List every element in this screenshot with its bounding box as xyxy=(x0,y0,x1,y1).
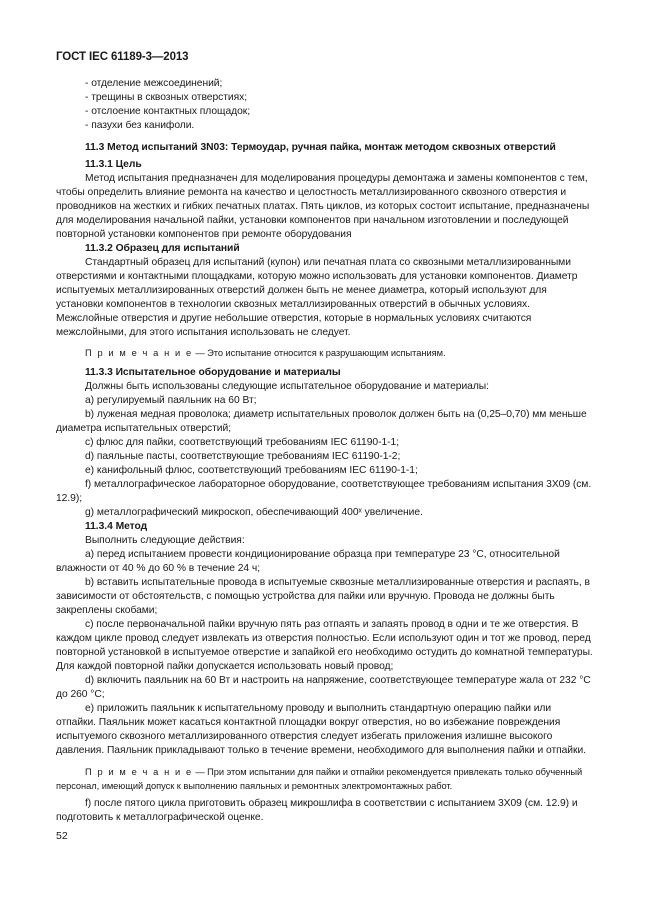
list-item: - трещины в сквозных отверстиях; xyxy=(85,92,248,103)
method-item: d) включить паяльник на 60 Вт и настроить на напряжение, соответствующее температуре жала от 232 °С до 260 °С; xyxy=(56,675,591,700)
equipment-heading: 11.3.3 Испытательное оборудование и материалы xyxy=(85,367,341,378)
method-item: f) после пятого цикла приготовить образец микрошлифа в соответствии с испытанием 3X09 (см. 12.9) и подготовить к металлографической оценке. xyxy=(56,798,578,823)
equipment-item: f) металлографическое лабораторное оборудование, соответствующее требованиям испытания 3X09 (см. 12.9); xyxy=(56,479,592,504)
method-item: e) приложить паяльник к испытательному проводу и выполнить стандартную операцию пайки или отпайки. Паяльник может касаться контактной площадки вокруг отверстия, но во избежание повреждения испытуемого сквозного металлизированного отверстия следует избегать приложения излишне высокого давления. Паяльник прикладывают только в течение времени, необходимого для выполнения пайки и отпайки. xyxy=(56,703,586,756)
specimen-paragraph: Стандартный образец для испытаний (купон) или печатная плата со сквозными металлизированными отверстиями и контактными площадками, которую можно использовать для установки компонентов. Диаметр испытуемых металлизированных отверстий должен быть не менее диаметра, который используют для установки компонентов в технологии сквозных металлизированных отверстий в обычных условиях. Межслойные отверстия и другие небольшие отверстия, которые в нормальных условиях считаются межслойными, для этого испытания использовать не следует. xyxy=(56,257,578,338)
equipment-item: a) регулируемый паяльник на 60 Вт; xyxy=(85,395,257,406)
list-item: - отделение межсоединений; xyxy=(85,78,223,89)
equipment-item: d) паяльные пасты, соответствующие требованиям IEC 61190-1-2; xyxy=(85,451,401,462)
method-item: b) вставить испытательные провода в испытуемые сквозные металлизированные отверстия и распаять, в зависимости от обстоятельств, с помощью устройства для пайки или вручную. Провода не должны быть закреплены скобами; xyxy=(56,577,590,616)
note-1 xyxy=(56,346,593,360)
note-1-label: П р и м е ч а н и е xyxy=(85,348,193,358)
equipment-item: c) флюс для пайки, соответствующий требованиям IEC 61190-1-1; xyxy=(85,437,400,448)
method-item: c) после первоначальной пайки вручную пять раз отпаять и запаять провод в одни и те же отверстия. В каждом цикле провод следует извлекать из отверстия полностью. Если используют один и тот же провод, перед повторной установкой в испытуемое отверстие и запайкой его необходимо остудить до комнатной температуры. Для каждой повторной пайки допускается использовать новый провод; xyxy=(56,619,593,672)
equipment-intro: Должны быть использованы следующие испытательное оборудование и материалы: xyxy=(85,381,489,392)
page-number: 52 xyxy=(56,830,68,842)
method-heading: 11.3.4 Метод xyxy=(85,521,148,532)
note-2-label: П р и м е ч а н и е xyxy=(85,767,193,777)
list-item: - отслоение контактных площадок; xyxy=(85,106,251,117)
equipment-item: g) металлографический микроскоп, обеспечивающий 400ˣ увеличение. xyxy=(85,507,423,518)
purpose-heading: 11.3.1 Цель xyxy=(85,159,142,170)
specimen-heading: 11.3.2 Образец для испытаний xyxy=(85,243,240,254)
purpose-paragraph: Метод испытания предназначен для моделирования процедуры демонтажа и замены компонентов с тем, чтобы определить влияние ремонта на качество и целостность металлизированного сквозного отверстия и проводников на жестких и гибких печатных платах. Пять циклов, из которых состоит испытание, предназначены для моделирования начальной пайки, установки компонентов при начальном изготовлении и последующей повторной установки компонентов при ремонте оборудования xyxy=(56,173,590,240)
list-item: - пазухи без канифоли. xyxy=(85,120,195,131)
method-intro: Выполнить следующие действия: xyxy=(85,535,245,546)
document-header: ГОСТ IEC 61189-3—2013 xyxy=(56,51,189,63)
equipment-item: b) луженая медная проволока; диаметр испытательных проволок должен быть на (0,25–0,70) мм меньше диаметра испытательных отверстий; xyxy=(56,409,587,434)
method-item: a) перед испытанием провести кондиционирование образца при температуре 23 °С, относительной влажности от 40 % до 60 % в течение 24 ч; xyxy=(56,549,560,574)
section-heading: 11.3 Метод испытаний 3N03: Термоудар, ручная пайка, монтаж методом сквозных отверстий xyxy=(85,142,556,153)
equipment-item: e) канифольный флюс, соответствующий требованиям IEC 61190-1-1; xyxy=(85,465,418,476)
note-1-text: — Это испытание относится к разрушающим испытаниям. xyxy=(192,348,446,358)
page-content xyxy=(56,77,593,825)
note-2 xyxy=(56,765,593,793)
note-2-text: — При этом испытании для пайки и отпайки рекомендуется привлекать только обученный персонал, имеющий допуск к выполнению паяльных и ремонтных электромонтажных работ. xyxy=(56,767,583,791)
